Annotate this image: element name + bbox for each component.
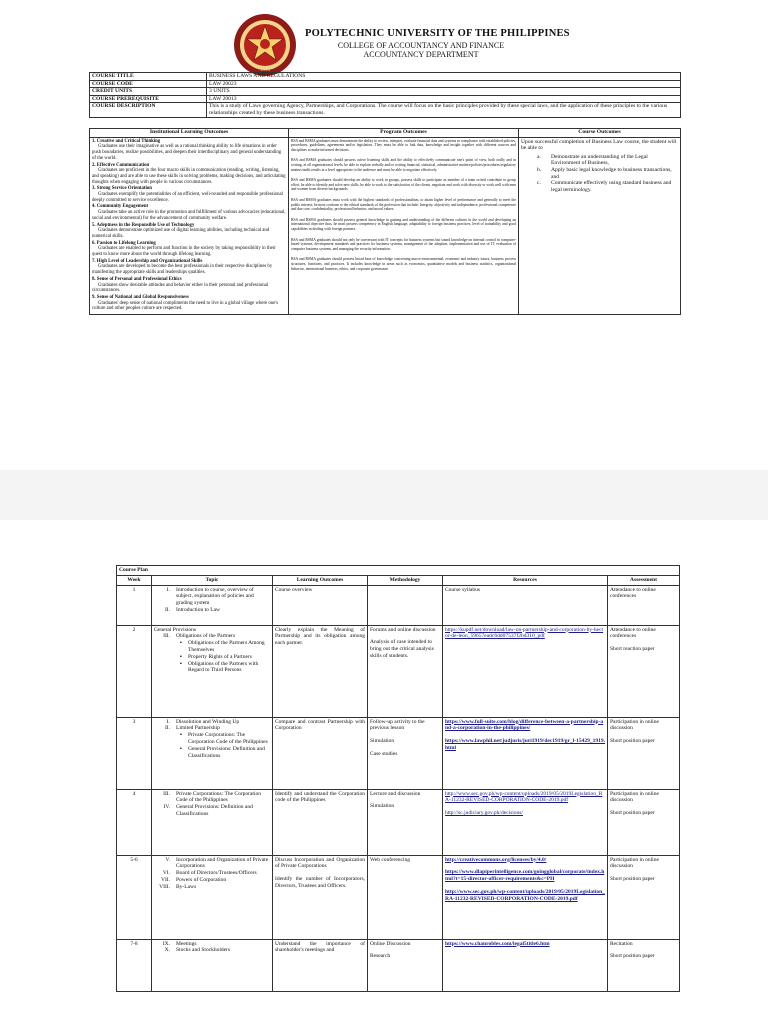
assessment-item: Short position paper: [610, 738, 655, 745]
topic-text: Stocks and Stockholders: [176, 947, 231, 954]
course-info-value: LAW 20023: [207, 80, 681, 88]
learning-outcome: Compare and contrast Partnership with Corporation: [275, 718, 365, 732]
plan-week: 3: [117, 717, 152, 789]
topic-numeral: II.: [164, 725, 170, 732]
co-header: Course Outcomes: [519, 129, 681, 138]
plan-row: [117, 789, 680, 855]
course-info-label: COURSE CODE: [90, 80, 207, 88]
topic-text: Powers of Corporation: [176, 876, 227, 883]
plan-assessment-cell: [608, 717, 680, 789]
plan-resources-cell: [443, 855, 608, 939]
topic-numeral: II.: [164, 606, 170, 613]
course-info-label: CREDIT UNITS: [90, 88, 207, 96]
plan-outcomes-cell: [273, 625, 368, 717]
learning-outcome: Identify and understand the Corporation code of the Philippines: [275, 790, 365, 804]
plan-topic-cell: [152, 855, 273, 939]
plan-topic-cell: [152, 789, 273, 855]
topic-numeral: IV.: [163, 804, 170, 811]
department-name: ACCOUNTANCY DEPARTMENT: [363, 50, 479, 59]
topic-list: [154, 791, 270, 818]
plan-week: 7-8: [117, 939, 152, 991]
topic-text: Dissolution and Winding Up: [176, 718, 240, 725]
plan-row: [117, 585, 680, 625]
topic-list: [154, 941, 270, 955]
plan-week: 5-6: [117, 855, 152, 939]
assessment-item: Short position paper: [610, 876, 655, 883]
plan-resources-cell: [443, 585, 608, 625]
topic-item: [154, 791, 270, 805]
resource-link[interactable]: https://kupdf.net/download/law-on-partnership-and-corporation-by-hector-de-leon_59657eadc6dd07537f2bd310_pdf: [445, 626, 604, 640]
topic-text: Incorporation and Organization of Private Corporations: [176, 856, 269, 870]
ilo-title: 3. Strong Service Orientation: [92, 186, 152, 192]
course-outcome-text: Communicate effectively using standard business and legal terminology.: [551, 180, 672, 193]
topic-text: Board of Directors/Trustees/Officers: [176, 870, 257, 877]
topic-text: Obligations of the Partners: [176, 633, 236, 640]
program-outcome: BSA and BSMA graduates should possess broad base of knowledge concerning macro-environmental, economic and industry issues, business process structures, functions, and practices. It includes knowledge in areas such as economics, quantitative models and business statistics, organizational behavior, international business, ethics, and corporate governance.: [291, 257, 516, 271]
program-outcome: BSA and BSMA graduates should develop an ability to work in groups, possess skills to participate as member of a team or/and contribute to group effort, be able to identify and solve new skills, be able to work to the satisfaction of the clients, negotiate and work with diversity or work well with men and women from diverse backgrounds.: [291, 178, 516, 192]
ilo-title: 1. Creative and Critical Thinking: [92, 138, 161, 144]
course-plan-title: Course Plan: [117, 566, 680, 576]
assessment-item: Participation in online discussion: [610, 856, 659, 870]
topic-item: [154, 719, 270, 726]
plan-topic-cell: [152, 717, 273, 789]
plan-methodology-cell: [368, 625, 443, 717]
course-info-row: [90, 80, 681, 88]
course-outcome-marker: b.: [537, 167, 542, 174]
resource-link[interactable]: http://sc.judiciary.gov.ph/decisions/: [445, 810, 523, 817]
course-info-row: [90, 103, 681, 117]
topic-numeral: VI.: [162, 870, 170, 877]
co-cell: [519, 137, 681, 314]
ilo-title: 7. High Level of Leadership and Organizational Skills: [92, 258, 203, 264]
program-outcome: BSA and BSMA graduates should not only be conversant with IT concepts for business systems but sound knowledge on internal control in computer-based systems, development standards and practices for business systems, management of the adoption, implementation and use of IT, evaluation of computer business systems, and managing the security information.: [291, 237, 516, 251]
plan-topic-cell: [152, 585, 273, 625]
topic-text: Meetings: [176, 940, 197, 947]
methodology-item: Forums and online discussion: [370, 626, 436, 633]
plan-outcomes-cell: [273, 939, 368, 991]
plan-week: 4: [117, 789, 152, 855]
plan-methodology-cell: [368, 939, 443, 991]
ilo-header: Institutional Learning Outcomes: [90, 129, 289, 138]
plan-row: [117, 625, 680, 717]
course-info-value: 3 UNITS: [207, 88, 681, 96]
ilo-description: Graduates take an active role in the promotion and fulfillment of various advocacies (educational, social and environmental) for the advancement of community welfare.: [92, 210, 286, 221]
ilo-description: Graduates are proficient in the four macro skills in communication (reading, writing, listening, and speaking) and are able to use these skills in solving problems, making decisions, and articulating thoughts when engaging with people in various circumstances.: [92, 168, 286, 185]
syllabus-page-1: [0, 0, 768, 470]
plan-resources-cell: [443, 939, 608, 991]
bullet-marker: ▪: [180, 732, 182, 739]
page-header: [305, 28, 705, 59]
resource-text: Course syllabus: [445, 586, 480, 593]
methodology-item: Research: [370, 953, 391, 960]
plan-resources-cell: [443, 717, 608, 789]
outcomes-table: [89, 128, 681, 315]
plan-topic-cell: [152, 625, 273, 717]
bullet-marker: ▪: [180, 653, 182, 660]
po-cell: [289, 137, 519, 314]
ilo-description: Graduates show desirable attitudes and behavior either in their personal and professional circumstances.: [92, 282, 269, 294]
ilo-title: 9. Sense of National and Global Responsiveness: [92, 294, 189, 300]
topic-numeral: III.: [163, 633, 170, 640]
university-name: POLYTECHNIC UNIVERSITY OF THE PHILIPPINES: [305, 28, 570, 39]
learning-outcome: Identify the number of Incorporators, Directors, Trustees and Officers.: [275, 876, 365, 889]
course-info-label: COURSE DESCRIPTION: [90, 103, 207, 117]
plan-assessment-cell: [608, 939, 680, 991]
plan-resources-cell: [443, 625, 608, 717]
topic-text: Private Corporations: The Corporation Code of the Philippines: [188, 732, 268, 745]
methodology-item: Lecture and discussion: [370, 790, 421, 797]
methodology-item: Online Discussion: [370, 940, 411, 947]
methodology-item: Simulation: [370, 803, 395, 810]
course-outcome-text: Apply basic legal knowledge to business transactions, and: [551, 167, 672, 180]
topic-item: [154, 804, 270, 818]
topic-text: General Provisions: Definition and Classifications: [188, 745, 265, 759]
topic-text: By-Laws: [176, 883, 197, 890]
topic-item: [154, 732, 270, 746]
course-info-value: This is a study of Laws governing Agency, Partnerships, and Corporations. The course will focus on the basic principles provided by these special laws, and the application of these principles to the various relationships created by these business transactions.: [207, 103, 681, 117]
topic-text: Obligations of the Partners Among Themselves: [188, 640, 265, 653]
plan-header-methodology: Methodology: [368, 575, 443, 585]
plan-header-week: Week: [117, 575, 152, 585]
plan-outcomes-cell: [273, 789, 368, 855]
topic-text: Introduction to course, overview of subject, explanation of policies and grading system: [176, 586, 254, 607]
topic-item: [154, 870, 270, 877]
learning-outcome: Discuss Incorporation and Organization of Private Corporations: [275, 856, 365, 870]
ilo-title: 6. Passion to Lifelong Learning: [92, 240, 156, 246]
learning-outcome: Clearly explain the Meaning of Partnership and its obligation among each partner.: [275, 626, 365, 647]
topic-item: [154, 654, 270, 661]
topic-list: [154, 627, 270, 675]
learning-outcome: Course overview: [275, 586, 313, 593]
program-outcome: BSA and BSMA graduates should possess active listening skills and the ability to effectively communicate one's point of view, both orally and in writing, at all organizational levels; be able to explain verbally and/or writing financial, statistical, administrative matters/policies/procedures/regulatory matters/audit results at a level appropriate to the audience and must be able to negotiate effectively.: [291, 158, 516, 172]
topic-item: [154, 725, 270, 732]
topic-text: General Provisions: Definition and Classifications: [176, 804, 253, 817]
bullet-marker: ▪: [180, 745, 182, 752]
svg-text:1904: 1904: [260, 68, 270, 73]
methodology-item: Follow-up activity to the previous lesson: [370, 718, 425, 732]
topic-text: Obligations of the Partners with Regard to Third Persons: [188, 660, 259, 674]
plan-week: 2: [117, 625, 152, 717]
course-plan-table: [116, 565, 680, 992]
plan-methodology-cell: [368, 789, 443, 855]
topic-list: [154, 857, 270, 891]
topic-item: [154, 941, 270, 948]
methodology-item: Web conferencing: [370, 856, 411, 863]
course-outcome-item: [537, 180, 678, 193]
plan-assessment-cell: [608, 625, 680, 717]
assessment-item: Participation in online discussion: [610, 718, 659, 732]
assessment-item: Short position paper: [610, 953, 655, 960]
course-info-value: BUSINESS LAWS AND REGULATIONS: [207, 73, 681, 81]
ilo-title: 8. Sense of Personal and Professional Ethics: [92, 276, 182, 282]
plan-topic-cell: [152, 939, 273, 991]
ilo-description: Graduates use their imaginative as well as a rational thinking ability to life situations in order push boundaries, realize possibilities, and deepen their interdisciplinary and general understanding of the world.: [92, 144, 282, 161]
plan-row: [117, 717, 680, 789]
topic-list: [154, 587, 270, 614]
topic-item: [154, 746, 270, 760]
ilo-description: Graduates are enabled to perform and function in the society by taking responsibility in their quest to know more about the world through lifelong learning.: [92, 246, 276, 258]
course-info-row: [90, 73, 681, 81]
resource-link[interactable]: http://www.sec.gov.ph/wp-content/uploads/2019/05/2019Legislation_RA-11232-REVISED-CORPORATION-CODE-2019.pdf: [445, 790, 603, 804]
course-outcome-marker: c.: [537, 180, 541, 187]
resource-link[interactable]: https://www.dlapiperintelligence.com/goingglobal/corporate/index.html?t=15-director-officer-requirements&c=PH: [445, 869, 605, 883]
topic-item: [154, 640, 270, 654]
plan-row: [117, 939, 680, 991]
topic-numeral: I.: [166, 718, 170, 725]
resource-link[interactable]: http://www.sec.gov.ph/wp-content/uploads/2019/05/2019Legislation_RA-11232-REVISED-CORPORATION-CODE-2019.pdf: [445, 888, 605, 902]
course-info-label: COURSE TITLE: [90, 73, 207, 81]
resource-link[interactable]: https://www.lawphil.net/judjuris/juri1919/dec1919/gr_l-15429_1919.html: [445, 738, 605, 751]
bullet-marker: ▪: [180, 640, 182, 647]
plan-assessment-cell: [608, 855, 680, 939]
topic-item: [154, 587, 270, 607]
assessment-item: Short reaction paper: [610, 646, 655, 653]
course-info-table: [89, 72, 681, 118]
plan-methodology-cell: [368, 855, 443, 939]
topic-numeral: III.: [163, 790, 170, 797]
plan-methodology-cell: [368, 717, 443, 789]
topic-item: [154, 661, 270, 675]
topic-numeral: X.: [164, 947, 170, 954]
topic-item: [154, 947, 270, 954]
topic-text: Private Corporations: The Corporation Code of the Philippines: [176, 790, 261, 804]
po-header: Program Outcomes: [289, 129, 519, 138]
course-outcome-text: Demonstrate an understanding of the Legal Environment of Business,: [551, 153, 648, 167]
plan-header-assessment: Assessment: [608, 575, 680, 585]
syllabus-page-2: [0, 520, 768, 1024]
assessment-item: Short position paper: [610, 810, 655, 817]
learning-outcome: Understand the importance of shareholder's meetings and: [275, 940, 365, 954]
topic-text: Introduction to Law: [176, 606, 220, 613]
assessment-item: Recitation: [610, 940, 633, 947]
plan-row: [117, 855, 680, 939]
plan-header-topic: Topic: [152, 575, 273, 585]
ilo-description: Graduates demonstrate optimized use of digital learning abilities, including technical and numerical skills.: [92, 228, 270, 239]
plan-resources-cell: [443, 789, 608, 855]
assessment-item: Participation in online discussion: [610, 790, 659, 804]
plan-methodology-cell: [368, 585, 443, 625]
university-seal-logo: [233, 13, 297, 77]
resource-link[interactable]: https://www.chanrobles.com/legal5title6.htm: [445, 940, 550, 947]
topic-item: [154, 884, 270, 891]
resource-link[interactable]: http://creativecommons.org/licenses/by/4.0/: [445, 856, 547, 863]
methodology-item: Simulation: [370, 738, 395, 745]
course-info-value: LAW 20013: [207, 95, 681, 103]
topic-numeral: IX.: [162, 940, 170, 947]
topic-text: Limited Partnership: [176, 725, 220, 732]
ilo-title: 2. Effective Communication: [92, 162, 150, 168]
topic-numeral: V.: [165, 856, 170, 863]
plan-assessment-cell: [608, 585, 680, 625]
methodology-item: Case studies: [370, 750, 398, 757]
ilo-title: 4. Community Engagement: [92, 204, 149, 210]
assessment-item: Attendance to online conferences: [610, 626, 656, 640]
course-outcome-item: [537, 167, 678, 180]
course-info-label: COURSE PREREQUISITE: [90, 95, 207, 103]
ilo-description: Graduates exemplify the potentialities of an efficient, well-rounded and responsible professional deeply committed to service excellence.: [92, 192, 283, 203]
program-outcome: BSA and BSMA graduates must demonstrate the ability to review, interpret, evaluate financial data and systems in compliance with established policies, procedures, guidelines, agreements and/or legislation. They must be able to link data, knowledge and insight together with different sources and disciplines to make informed decisions.: [291, 138, 516, 152]
topic-numeral: VIII.: [159, 883, 170, 890]
topic-text: General Provisions: [154, 626, 197, 633]
topic-item: [154, 607, 270, 614]
plan-outcomes-cell: [273, 585, 368, 625]
college-name: COLLEGE OF ACCOUNTANCY AND FINANCE: [337, 41, 505, 50]
methodology-item: Analysis of case intended to bring out the critical analysis skills of students.: [370, 639, 434, 659]
course-info-row: [90, 88, 681, 96]
topic-list: [154, 719, 270, 760]
course-outcomes-intro: Upon successful completion of Business Law course, the student will be able to: [521, 138, 677, 152]
topic-item: [154, 857, 270, 871]
topic-numeral: VII.: [160, 876, 170, 883]
plan-header-outcomes: Learning Outcomes: [273, 575, 368, 585]
resource-link[interactable]: https://www.full-suite.com/blog/difference-between-a-partnership-and-a-corporation-in-the-philippines/: [445, 718, 604, 732]
ilo-description: Graduates' deep sense of national compliments the need to live in a global village where one's culture and other peoples culture are respected.: [92, 300, 279, 312]
topic-item: [154, 877, 270, 884]
program-outcome: BSA and BSMA graduates must work with the highest standards of professionalism, to attain higher level of performance and generally to meet the public interest; be most conform to the ethical standards of the profession that include: Integrity, objectivity and independence, professional competence and due care, confidentiality, professional behavior, and moral values.: [291, 198, 516, 212]
program-outcome: BSA and BSMA graduates should possess general knowledge in gaining and understanding of the different cultures in the world and developing an international objective thus, he must possess competency in English language, adaptability to foreign business practices, level of trainability and good capabilities in dealing with foreign partners.: [291, 217, 516, 232]
ilo-title: 5. Adeptness in the Responsible Use of Technology: [92, 222, 195, 228]
topic-numeral: I.: [166, 586, 170, 593]
plan-week: 1: [117, 585, 152, 625]
course-outcome-marker: a.: [537, 153, 541, 160]
bullet-marker: ▪: [180, 660, 182, 667]
ilo-cell: [90, 137, 289, 314]
plan-header-resources: Resources: [443, 575, 608, 585]
course-info-row: [90, 95, 681, 103]
plan-outcomes-cell: [273, 717, 368, 789]
plan-outcomes-cell: [273, 855, 368, 939]
course-outcome-item: [537, 154, 678, 167]
assessment-item: Attendance to online conferences: [610, 586, 656, 600]
course-outcomes-list: [521, 154, 678, 194]
topic-text: Property Rights of a Partners: [188, 653, 252, 660]
ilo-description: Graduates are developed to become the best professionals in their respective disciplines by manifesting the appropriate skills and leaderships qualities.: [92, 264, 273, 276]
plan-assessment-cell: [608, 789, 680, 855]
